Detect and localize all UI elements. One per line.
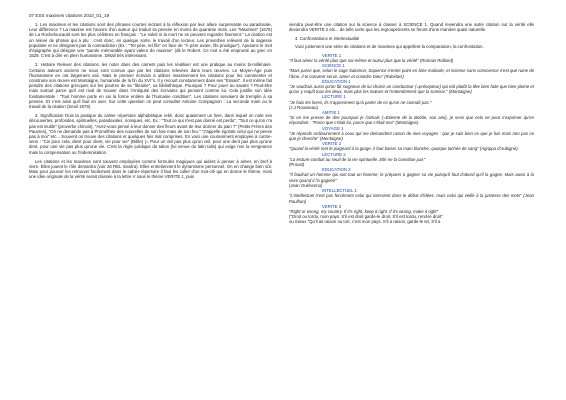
citation-entry: [289, 126, 534, 142]
right-column: [289, 22, 534, 225]
citation-quote-line: "Il faudrait un homme qui sort tout un homme, le préparer à gagner sa vie puisqu'il faut d'abord qu'il la gagne. Mais aussi à la vivre quand il l'a gagnée": [289, 172, 534, 183]
citation-quote-line: (J.J Rousseau): [289, 104, 318, 110]
citation-entry: [289, 79, 534, 95]
left-column: [29, 22, 272, 184]
section-heading-sub: Voici justement une série de citations et de maximes qui appellent la comparaison, la confrontation.: [295, 43, 484, 49]
citation-entry: [289, 188, 534, 204]
citation-quote-line: (Jean Guéhenno): [289, 182, 323, 188]
citation-category: VERITE 1: [322, 52, 342, 58]
citation-entry: [289, 94, 534, 110]
citation-entry: [289, 110, 534, 126]
citation-list: [289, 53, 534, 225]
citation-category: SCIENCE 1: [322, 63, 345, 69]
paragraph-history: 2. Histoire Relever des citations, les noter dans des carnets puis les réutiliser est une pratique au moins bi-millénaire. Certains auteurs anciens ne nous sont connus que par les citations relevées dans leurs œuvres. Le Moyen-Âge puis l'humanisme en ont largement usé. Mais le premier écrivain à utiliser massivement les citations pour les commenter et construire son œuvre est Montaigne, humaniste de la fin du XVI°s. Il y recourt constamment dans ses "Essais". Il est même fait peindre des citations grecques sur les poutres de sa "librairie", sa bibliothèque. Pourquoi ? Pour jouer au savant ? Peut-être mais surtout parce qu'il est rival de trouver dans l'Antiquité des écrivains qui pensent comme lui. Cela justifie son idée fondamentale : "Tout homme porte en soi la forme entière de l'humaine condition". Les citations servaient de tremplin à sa pensée. Et c'est ainsi qu'il faut en user. Sur cette question on peut consulter Antoine Compagnon : La seconde main ou le travail de la citation (Seuil 1979).: [29, 62, 272, 110]
citation-quote-line: "L'intellectuel n'est pas forcément celui qui intervient dans le débat d'idées, mais celui qui veille à la justesse des mots" (Jean Paulhan): [289, 193, 534, 204]
citation-category: INTELLECTUEL 1: [322, 188, 357, 194]
citation-category: VOYAGE 1: [322, 125, 344, 131]
citation-category: VERITE 3: [322, 203, 342, 209]
citation-quote-line: (Proust): [289, 162, 305, 168]
section-heading-title: 4. Confrontations et intertextualité: [295, 36, 360, 42]
citation-quote-line: ou mieux "Qu'il ait raison ou tort, c'est mon pays. S'il a raison, garde-le tel, S'il a: [289, 219, 441, 225]
section-heading: [289, 36, 534, 41]
document-header: 07 ESS maximes citations 2010_01_19: [29, 13, 110, 18]
citation-quote-line: ("Droit ou tordu, mon pays. S'il est droit garde-le droit. S'il est tordu, rend-le droit": [289, 214, 443, 220]
citation-entry: [289, 53, 534, 63]
citation-entry: [289, 204, 534, 225]
citation-quote-line: "Quand la vérité met le poignard à la gorge, il faut baiser sa main blanche, quoique tachée de sang" (Agrippa d'Aubigné).: [289, 146, 519, 152]
citation-entry: [289, 63, 534, 79]
citation-category: AMITIE 1: [322, 110, 340, 116]
citation-category: VERITE 2: [322, 141, 342, 147]
citation-entry: [289, 141, 534, 151]
citation-category: EDUCATION 1: [322, 78, 351, 84]
citation-quote-line: "La lecture conduit au seuil de la vie spirituelle. Elle ne la constitue pas": [289, 156, 426, 162]
citation-quote-line: "Je hais les livres, ils n'apprennent qu'à parler de ce qu'on ne connaît pas.": [289, 99, 432, 105]
paragraph-signification: 3. Signification Dois la pratique du cahier répertoire alphabétique relié, donc quasiment un livre, dans lequel on note ses découvertes, profondes, spirituelles, paradoxales, ironiques, etc. Ex : "Tout ce qui n'est pas donné est perdu", "Tout ce qu'on n'a pas est inutile" (proverbe chinois), "Avez-vous pensé à leur donner des fleurs avant de leur donner du pain ?" (Petits Frères des Pauvres), "On ne demande pas à Prométhée des nouvelles de son foie mais de son feu." "J'appelle égoïste celui qui ne pense pas à moi" etc... Souvent on trouve des citations et quelques fois mal comprises. En voici une couramment employée à contre-sens : "Cis pour cela, dient pour dient, vie pour vie" (Bible) (= Pour un œil pas plus qu'un œil, pour une dent pas plus qu'une dent, pour une vie pas plus qu'une vie. C'est la règle juridique du talion (loi venue du latin talis) qui exige non la vengeance mais la compensation ou l'indemnisation.: [29, 113, 272, 155]
citation-category: LECTURE 1: [322, 94, 346, 100]
citation-quote-line: "Si on me presse de dire pourquoi je l'aimais (=Etienne de la Boétie, son ami), je sens que cela ne peut s'exprimer qu'en répondant : "Parce que c'était lui, parce que c'était moi" (Montaigne): [289, 115, 534, 126]
citation-entry: [289, 167, 534, 188]
citation-category: EDUCATION 2: [322, 167, 351, 173]
paragraph-definitions: 1. Les maximes et les citations sont des phrases courtes incitant à la réflexion par leur allure surprenante ou paradoxale. Leur différence ? La maxime est l'œuvre d'un auteur qui traduit sa pensée en moins de quarante mots. Les "Maximes" (1678) de La Rochefoucauld sont les plus célèbres en français : "Le soleil ni la mort ne se peuvent regarder fixement." La citation est un relevé de phrase qui a plu : c'est donc, en quelque sorte, le travail d'un lecteur. Les proverbes relèvent de la sagesse populaire et ne désignent pas la contradiction (Ex : "Tel père, tel fils" en face de "À père avare, fils prodigue"). Ajoutons le mot d'épigraphe qui désigne une "parole mémorable ayant valeur de maxime" (dit le Robert. Ce mot a été emprunté au grec en 1529. C'est à dire en plein humanisme. Détail très intéressant.: [29, 22, 272, 59]
citation-entry: [289, 152, 534, 168]
citation-quote-line: "Right or wrong, my country. If it's right, keep it right. If it's wrong, make it right": [289, 208, 439, 214]
citation-quote-line: "Mais parce que, selon le sage Salomon, Sapience n'entre point en âme malivole, et science sans conscience n'est que ruine de l'âme, il te convient servir, aimer et craindre Dieu" (Rabelais): [289, 68, 534, 79]
citation-quote-line: "Je réponds ordinairement à ceux qui me demandent raison de mes voyages : que je sais bien ce que je fuis mais non pas ce que je cherche" (Montaigne): [289, 130, 534, 142]
citation-category: LECTURE 2: [322, 151, 346, 157]
citation-quote-line: "Il faut aimer la vérité plus que soi-même et autrui plus que la vérité" (Romain Rolland): [289, 58, 454, 64]
citation-quote-line: "Je voudrais aussi qu'on fût soigneux de lui choisir un conducteur (=précepteur) qui eût plutôt la tête bien faite que bien pleine et qu'on y requît tous les deux, mais plus les mœurs et l'entendement que la science." (Montaigne): [289, 84, 534, 95]
paragraph-usage: Les citations et les maximes sont souvent employées comme formules magiques qui aident à penser à aimer, en bref à vivre. Elles jouent le rôle demantra (voir 26 REL mantra). Elles entretiennent le dynamisme personnel. On en change bien sûr. Mais pour pouvoir les retrouver facilement dans le cahier-répertoire il faut les coller d'un mot-clé qui en donne le thème. Ainsi une idée originale de la vérité serait classée à la lettre V sous le thème VERITE 1, puis: [29, 158, 272, 180]
paragraph-continuation: viendra peut-être une citation sur la science à classer à SCIENCE 1. Quand reviendra une autre citation sur la vérité elle deviendra VERITE 2 etc... de telle sorte que les regroupements se feront d'une manière quasi naturelle.: [289, 22, 534, 33]
